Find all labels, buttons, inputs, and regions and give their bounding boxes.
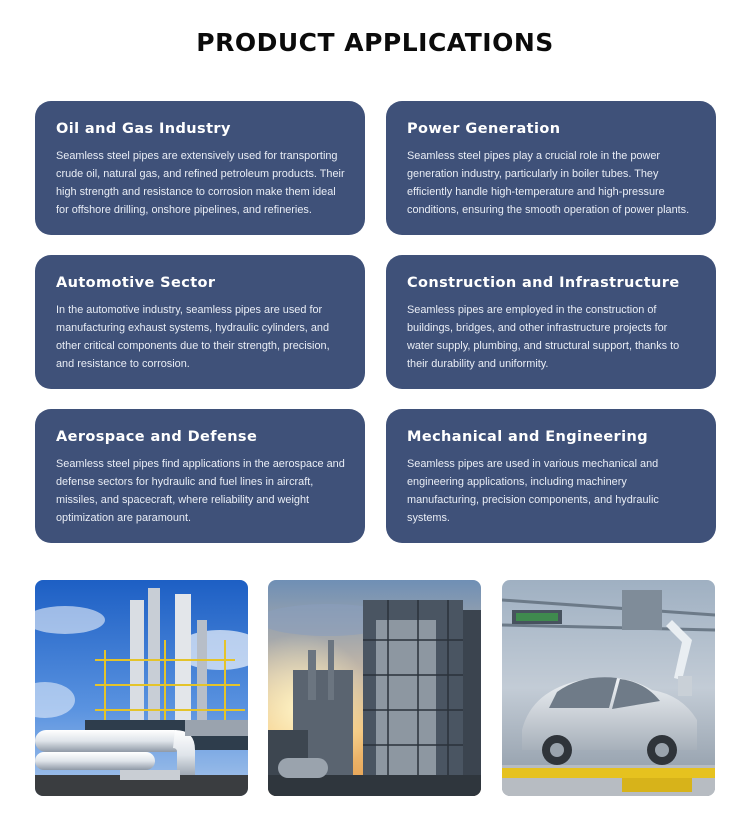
card-power-generation	[386, 101, 716, 235]
card-mechanical	[386, 409, 716, 543]
card-description: In the automotive industry, seamless pipes are used for manufacturing exhaust systems, hydraulic cylinders, and other critical components due to their strength, precision, and resistance to corrosion.	[56, 304, 330, 370]
card-description: Seamless steel pipes play a crucial role in the power generation industry, particularly in boiler tubes. They efficiently handle high-temperature and high-pressure conditions, ensuring the smooth operation of power plants.	[407, 150, 690, 216]
card-description: Seamless steel pipes are extensively used for transporting crude oil, natural gas, and refined petroleum products. Their high strength and resistance to corrosion make them ideal for offshore drilling, onshore pipelines, and refineries.	[56, 150, 345, 216]
card-aerospace	[35, 409, 365, 543]
card-description: Seamless steel pipes find applications in the aerospace and defense sectors for hydraulic and fuel lines in aircraft, missiles, and spacecraft, where reliability and weight optimization are paramount.	[56, 458, 345, 524]
photo-power-plant	[268, 580, 481, 796]
card-automotive	[35, 255, 365, 389]
card-title: Power Generation	[407, 121, 561, 137]
photo-car-assembly	[502, 580, 715, 796]
card-description: Seamless pipes are employed in the construction of buildings, bridges, and other infrastructure projects for water supply, plumbing, and structural support, thanks to their durability and uniformity.	[407, 304, 680, 370]
page-title: PRODUCT APPLICATIONS	[196, 28, 554, 57]
card-construction	[386, 255, 716, 389]
card-title: Oil and Gas Industry	[56, 121, 231, 137]
card-oil-gas	[35, 101, 365, 235]
card-title: Construction and Infrastructure	[407, 275, 680, 291]
photo-refinery-pipes	[35, 580, 248, 796]
card-description: Seamless pipes are used in various mechanical and engineering applications, including machinery manufacturing, precision components, and hydraulic systems.	[407, 458, 659, 524]
card-title: Aerospace and Defense	[56, 429, 258, 445]
card-title: Automotive Sector	[56, 275, 216, 291]
card-title: Mechanical and Engineering	[407, 429, 648, 445]
